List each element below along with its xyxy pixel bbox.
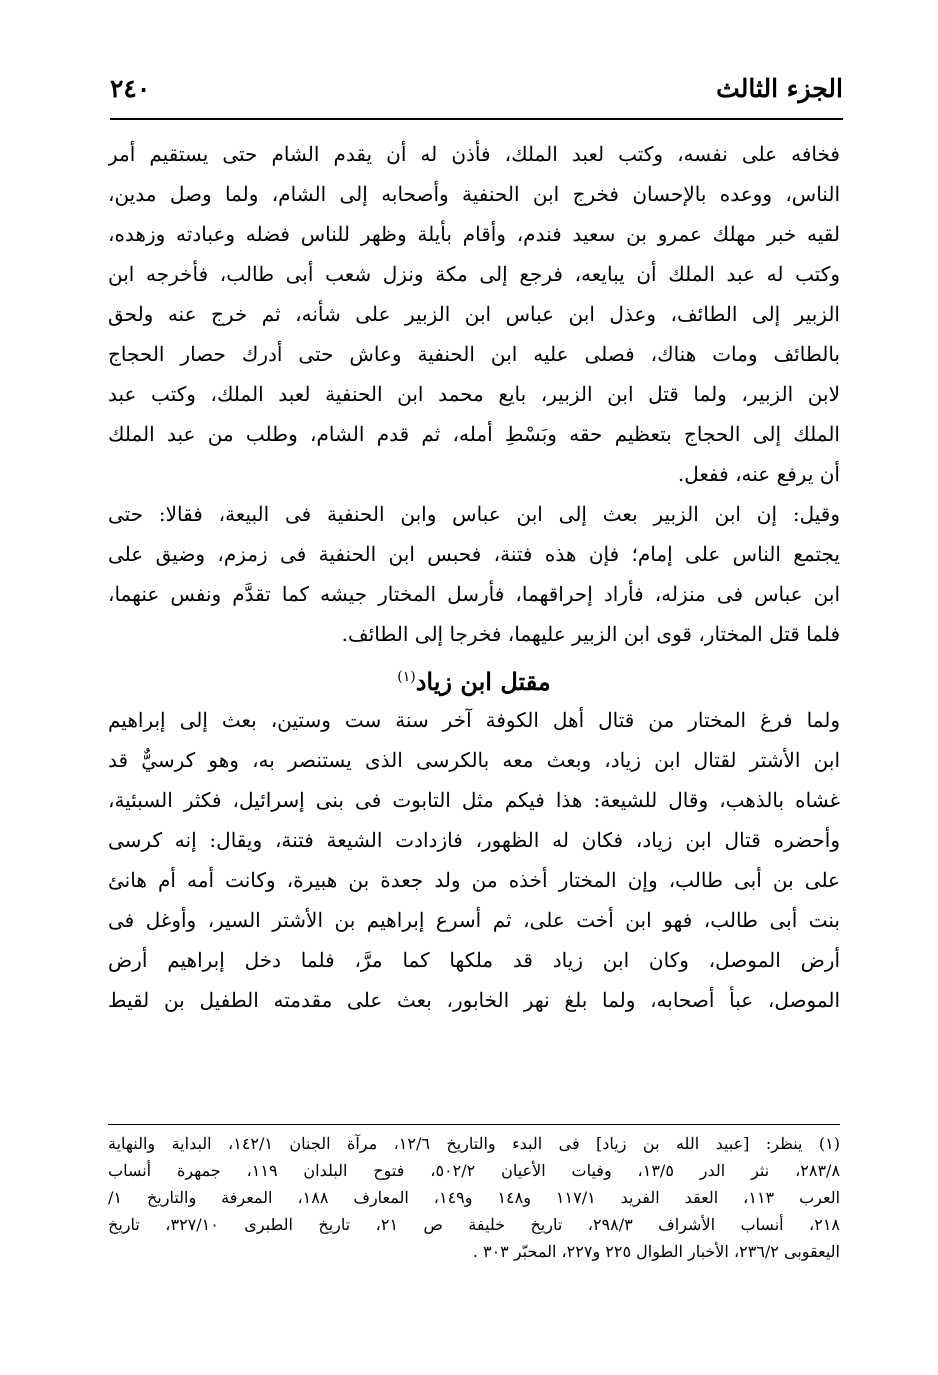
- text-line: وكتب له عبد الملك أن يبايعه، فرجع إلى مكة ونزل شعب أبى طالب، فأخرجه ابن: [108, 262, 840, 286]
- text-line: ابن الأشتر لقتال ابن زياد، وبعث معه بالكرسى الذى يستنصر به، وهو كرسيٌّ قد: [108, 748, 840, 772]
- text-line: بالطائف ومات هناك، فصلى عليه ابن الحنفية وعاش حتى أدرك حصار الحجاج: [108, 342, 840, 366]
- text-line: لقيه خبر مهلك عمرو بن سعيد فندم، وأقام بأيلة وظهر للناس فضله وعبادته وزهده،: [108, 222, 840, 246]
- footnote-line: (١) ينظر: [عبيد الله بن زياد] فى البدء والتاريخ ١٢/٦، مرآة الجنان ١٤٢/١، البداية والنهاية: [108, 1134, 840, 1153]
- text-line: على بن أبى طالب، وإن المختار أخذه من ولد جعدة بن هبيرة، وكانت أمه أم هانئ: [108, 868, 840, 892]
- page-header: [110, 66, 843, 110]
- text-line: ابن عباس فى منزله، فأراد إحراقهما، فأرسل المختار جيشه كما تقدَّم ونفس عنهما،: [108, 582, 840, 606]
- text-line: الموصل، عبأ أصحابه، ولما بلغ نهر الخابور، بعث على مقدمته الطفيل بن لقيط: [108, 988, 840, 1012]
- text-line: أرض الموصل، وكان ابن زياد قد ملكها كما مرَّ، فلما دخل إبراهيم أرض: [108, 948, 840, 972]
- text-line: فخافه على نفسه، وكتب لعبد الملك، فأذن له أن يقدم الشام حتى يستقيم أمر: [108, 142, 840, 166]
- text-line: وقيل: إن ابن الزبير بعث إلى ابن عباس وابن الحنفية فى البيعة، فقالا: حتى: [108, 502, 840, 526]
- footnote-line: ٢١٨، أنساب الأشراف ٢٩٨/٣، تاريخ خليفة ص ٢١، تاريخ الطبرى ٣٢٧/١٠، تاريخ: [108, 1215, 840, 1234]
- text-line: الناس، ووعده بالإحسان فخرج ابن الحنفية وأصحابه إلى الشام، ولما وصل مدين،: [108, 182, 840, 206]
- running-title: الجزء الثالث: [716, 73, 843, 103]
- main-text: [108, 134, 840, 1020]
- footnote-line: العرب ١١٣، العقد الفريد ١١٧/١ و١٤٨ و١٤٩، المعارف ١٨٨، المعرفة والتاريخ ١/: [108, 1188, 840, 1207]
- paragraph-2: [108, 494, 840, 654]
- header-divider: [110, 118, 843, 120]
- footnote-divider: [108, 1124, 840, 1125]
- text-line: لابن الزبير، ولما قتل ابن الزبير، بايع محمد ابن الحنفية لعبد الملك، وكتب عبد: [108, 382, 840, 406]
- section-heading: [108, 654, 840, 700]
- page-number: ٢٤٠: [110, 73, 151, 103]
- text-line: وأحضره قتال ابن زياد، فكان له الظهور، فازدادت الشيعة فتنة، ويقال: إنه كرسى: [108, 828, 840, 852]
- text-line: ولما فرغ المختار من قتال أهل الكوفة آخر سنة ست وستين، بعث إلى إبراهيم: [108, 708, 840, 732]
- text-line: الزبير إلى الطائف، وعذل ابن عباس ابن الزبير على شأنه، ثم خرج عنه ولحق: [108, 302, 840, 326]
- footnote-line: اليعقوبى ٢٣٦/٢، الأخبار الطوال ٢٢٥ و٢٢٧، المحبّر ٣٠٣ .: [472, 1242, 840, 1261]
- footnote-ref: (١): [397, 669, 416, 685]
- text-line: غشاه بالذهب، وقال للشيعة: هذا فيكم مثل التابوت فى بنى إسرائيل، فكثر السبئية،: [108, 788, 840, 812]
- text-line: الملك إلى الحجاج بتعظيم حقه وبَسْطِ أمله، ثم قدم الشام، وطلب من عبد الملك: [108, 422, 840, 446]
- footnotes: [108, 1130, 840, 1265]
- text-line: فلما قتل المختار، قوى ابن الزبير عليهما، فخرجا إلى الطائف.: [341, 622, 840, 646]
- text-line: أن يرفع عنه، ففعل.: [677, 462, 840, 486]
- paragraph-3: [108, 700, 840, 1020]
- text-line: يجتمع الناس على إمام؛ فإن هذه فتنة، فحبس ابن الحنفية فى زمزم، وضيق على: [108, 542, 840, 566]
- text-line: بنت أبى طالب، فهو ابن أخت على، ثم أسرع إبراهيم بن الأشتر السير، وأوغل فى: [108, 908, 840, 932]
- footnote-line: ٢٨٣/٨، نثر الدر ١٣/٥، وفيات الأعيان ٥٠٢/٢، فتوح البلدان ١١٩، جمهرة أنساب: [108, 1161, 840, 1180]
- paragraph-1: [108, 134, 840, 494]
- section-title-text: مقتل ابن زياد: [415, 667, 551, 696]
